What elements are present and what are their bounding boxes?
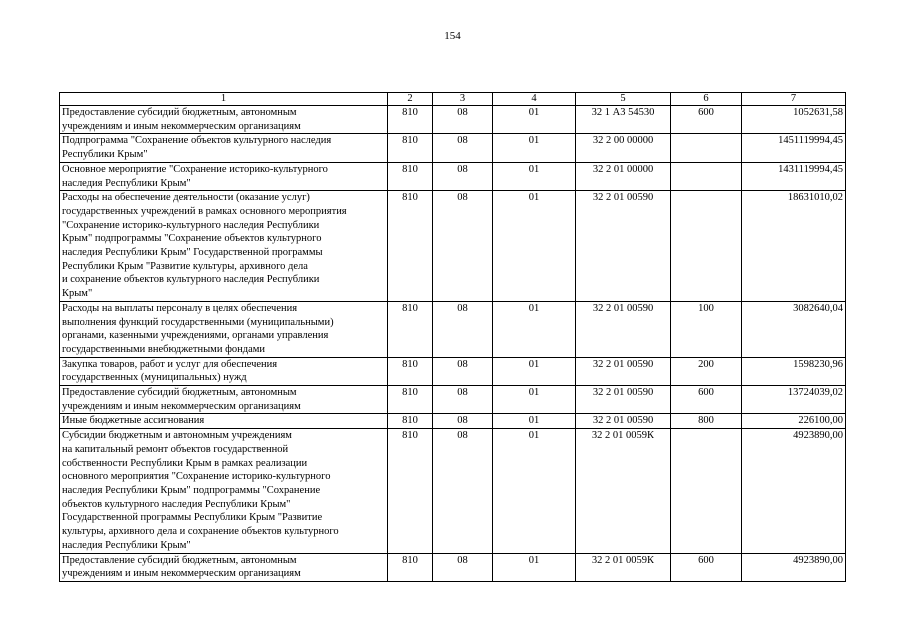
table-row <box>60 414 846 429</box>
row-amount-cell: 18631010,02 <box>742 191 846 302</box>
row-name-cell: Предоставление субсидий бюджетным, автономным учреждениям и иным некоммерческим организациям <box>60 386 388 414</box>
row-section-cell: 08 <box>433 357 493 385</box>
row-amount-cell: 4923890,00 <box>742 553 846 581</box>
header-cell-subsection: 4 <box>493 93 576 106</box>
row-name-cell: Основное мероприятие "Сохранение историко-культурного наследия Республики Крым" <box>60 162 388 190</box>
row-target-article-cell: 32 2 01 0059К <box>576 429 671 553</box>
row-name-cell: Закупка товаров, работ и услуг для обеспечения государственных (муниципальных) нужд <box>60 357 388 385</box>
row-ved-cell: 810 <box>388 191 433 302</box>
row-target-article-cell: 32 2 01 00590 <box>576 191 671 302</box>
row-subsection-cell: 01 <box>493 134 576 162</box>
table-row <box>60 386 846 414</box>
table-row <box>60 134 846 162</box>
header-cell-amount: 7 <box>742 93 846 106</box>
row-section-cell: 08 <box>433 414 493 429</box>
header-cell-name: 1 <box>60 93 388 106</box>
row-ved-cell: 810 <box>388 429 433 553</box>
header-cell-target-article: 5 <box>576 93 671 106</box>
row-section-cell: 08 <box>433 162 493 190</box>
row-ved-cell: 810 <box>388 162 433 190</box>
row-target-article-cell: 32 2 01 00590 <box>576 414 671 429</box>
row-amount-cell: 13724039,02 <box>742 386 846 414</box>
row-expense-type-cell <box>671 429 742 553</box>
row-name-cell: Предоставление субсидий бюджетным, автономным учреждениям и иным некоммерческим организациям <box>60 106 388 134</box>
row-ved-cell: 810 <box>388 386 433 414</box>
row-target-article-cell: 32 2 01 0059К <box>576 553 671 581</box>
row-subsection-cell: 01 <box>493 386 576 414</box>
row-section-cell: 08 <box>433 134 493 162</box>
row-subsection-cell: 01 <box>493 301 576 357</box>
budget-table <box>59 92 846 582</box>
header-cell-expense-type: 6 <box>671 93 742 106</box>
row-expense-type-cell <box>671 134 742 162</box>
row-amount-cell: 1598230,96 <box>742 357 846 385</box>
row-amount-cell: 1451119994,45 <box>742 134 846 162</box>
row-amount-cell: 1431119994,45 <box>742 162 846 190</box>
row-ved-cell: 810 <box>388 106 433 134</box>
row-subsection-cell: 01 <box>493 191 576 302</box>
row-subsection-cell: 01 <box>493 553 576 581</box>
row-expense-type-cell: 600 <box>671 553 742 581</box>
row-target-article-cell: 32 2 01 00590 <box>576 357 671 385</box>
row-amount-cell: 4923890,00 <box>742 429 846 553</box>
row-expense-type-cell <box>671 191 742 302</box>
row-subsection-cell: 01 <box>493 106 576 134</box>
header-cell-section: 3 <box>433 93 493 106</box>
row-ved-cell: 810 <box>388 134 433 162</box>
row-target-article-cell: 32 2 00 00000 <box>576 134 671 162</box>
row-expense-type-cell: 200 <box>671 357 742 385</box>
row-section-cell: 08 <box>433 106 493 134</box>
row-section-cell: 08 <box>433 386 493 414</box>
row-subsection-cell: 01 <box>493 162 576 190</box>
page-number: 154 <box>444 30 461 42</box>
row-section-cell: 08 <box>433 429 493 553</box>
row-target-article-cell: 32 2 01 00000 <box>576 162 671 190</box>
row-section-cell: 08 <box>433 301 493 357</box>
row-amount-cell: 3082640,04 <box>742 301 846 357</box>
row-expense-type-cell: 600 <box>671 106 742 134</box>
row-expense-type-cell: 100 <box>671 301 742 357</box>
table-row <box>60 301 846 357</box>
row-ved-cell: 810 <box>388 357 433 385</box>
row-name-cell: Расходы на выплаты персоналу в целях обеспечения выполнения функций государственными (муниципальными) органами, казенными учреждениями, органами управления государственными внебюджетными фондами <box>60 301 388 357</box>
table-row <box>60 357 846 385</box>
row-name-cell: Иные бюджетные ассигнования <box>60 414 388 429</box>
row-subsection-cell: 01 <box>493 429 576 553</box>
row-name-cell: Предоставление субсидий бюджетным, автономным учреждениям и иным некоммерческим организациям <box>60 553 388 581</box>
row-target-article-cell: 32 2 01 00590 <box>576 386 671 414</box>
row-amount-cell: 226100,00 <box>742 414 846 429</box>
table-row <box>60 162 846 190</box>
table-row <box>60 553 846 581</box>
table-row <box>60 191 846 302</box>
row-expense-type-cell: 600 <box>671 386 742 414</box>
row-ved-cell: 810 <box>388 301 433 357</box>
row-subsection-cell: 01 <box>493 357 576 385</box>
row-ved-cell: 810 <box>388 414 433 429</box>
row-section-cell: 08 <box>433 191 493 302</box>
row-ved-cell: 810 <box>388 553 433 581</box>
row-target-article-cell: 32 2 01 00590 <box>576 301 671 357</box>
row-amount-cell: 1052631,58 <box>742 106 846 134</box>
header-cell-ved: 2 <box>388 93 433 106</box>
table-row <box>60 106 846 134</box>
table-header-row <box>60 93 846 106</box>
row-target-article-cell: 32 1 А3 54530 <box>576 106 671 134</box>
row-subsection-cell: 01 <box>493 414 576 429</box>
table-row <box>60 429 846 553</box>
row-name-cell: Субсидии бюджетным и автономным учреждениям на капитальный ремонт объектов государственной собственности Республики Крым в рамках реализации основного мероприятия "Сохранение историко-культурного наследия Республики Крым" подпрограммы "Сохранение объектов культурного наследия Республики Крым" Государственной программы Республики Крым "Развитие культуры, архивного дела и сохранение объектов культурного наследия Республики Крым" <box>60 429 388 553</box>
row-name-cell: Подпрограмма "Сохранение объектов культурного наследия Республики Крым" <box>60 134 388 162</box>
row-expense-type-cell <box>671 162 742 190</box>
row-section-cell: 08 <box>433 553 493 581</box>
row-expense-type-cell: 800 <box>671 414 742 429</box>
row-name-cell: Расходы на обеспечение деятельности (оказание услуг) государственных учреждений в рамках основного мероприятия "Сохранение историко-культурного наследия Республики Крым" подпрограммы "Сохранение объектов культурного наследия Республики Крым" Государственной программы Республики Крым "Развитие культуры, архивного дела и сохранение объектов культурного наследия Республики Крым" <box>60 191 388 302</box>
